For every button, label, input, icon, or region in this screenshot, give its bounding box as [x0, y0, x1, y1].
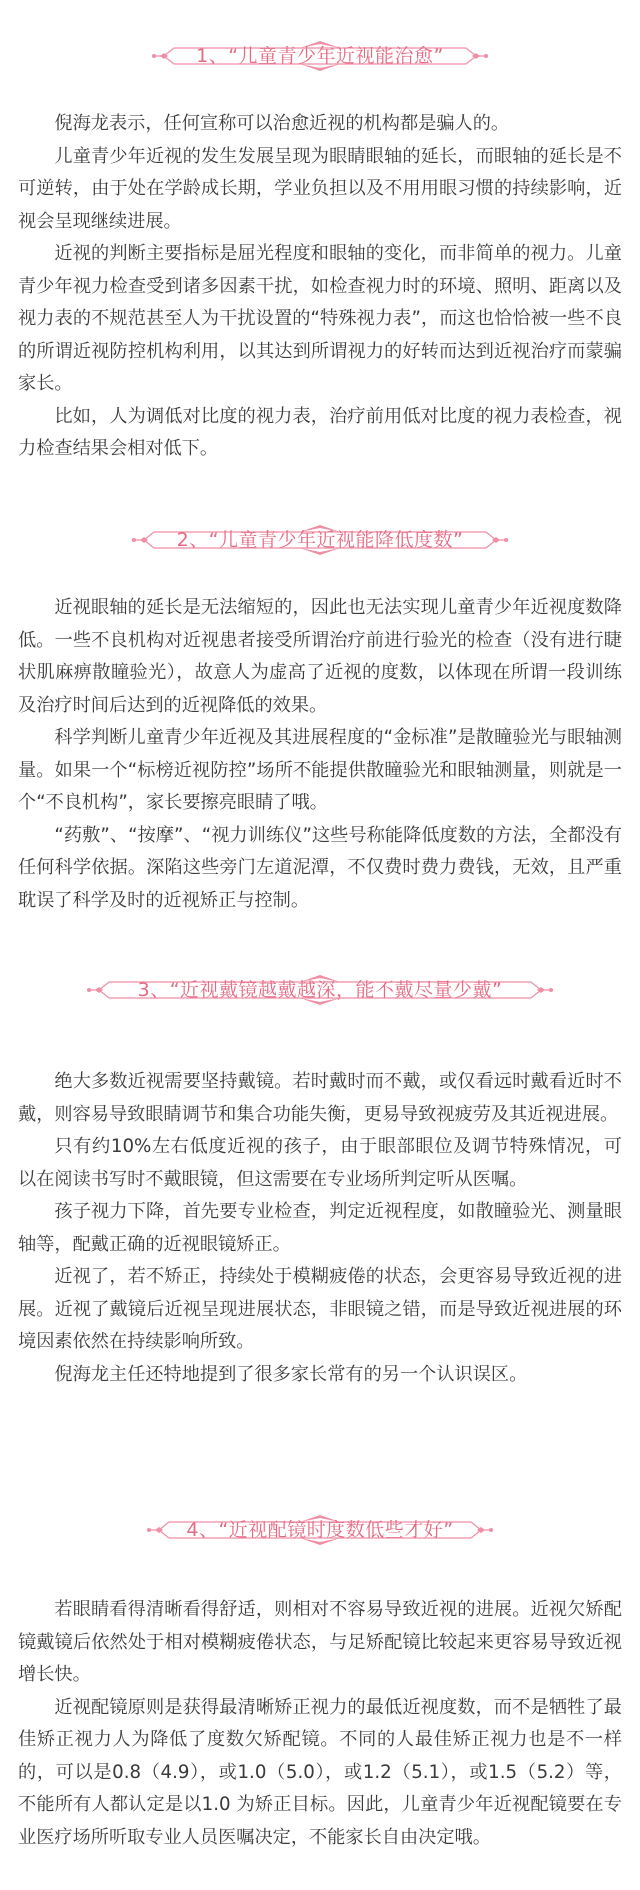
section-2-heading-banner	[130, 516, 510, 564]
section-1-title: 1、“儿童青少年近视能治愈”	[196, 45, 444, 67]
section-3	[0, 966, 640, 1385]
section-2	[0, 516, 640, 911]
paragraph: “药敷”、“按摩”、“视力训练仪”这些号称能降低度数的方法，全都没有任何科学依据。深陷这些旁门左道泥潭，不仅费时费力费钱，无效，且严重耽误了科学及时的近视矫正与控制。	[18, 824, 622, 911]
section-1-body	[18, 108, 622, 466]
paragraph: 若眼睛看得清晰看得舒适，则相对不容易导致近视的进展。近视欠矫配镜戴镜后依然处于相对模糊疲倦状态，与足矫配镜比较起来更容易导致近视增长快。	[18, 1599, 622, 1685]
section-3-title: 3、“近视戴镜越戴越深，能不戴尽量少戴”	[137, 979, 503, 1001]
paragraph: 近视眼轴的延长是无法缩短的，因此也无法实现儿童青少年近视度数降低。一些不良机构对近视患者接受所谓治疗前进行验光的检查（没有进行睫状肌麻痹散瞳验光），故意人为虚高了近视的度数，以体现在所谓一段训练及治疗时间后达到的近视降低的效果。	[18, 597, 622, 716]
paragraph: 倪海龙主任还特地提到了很多家长常有的另一个认识误区。	[54, 1363, 528, 1385]
paragraph: 倪海龙表示，任何宣称可以治愈近视的机构都是骗人的。	[54, 113, 510, 134]
section-3-body	[18, 1066, 622, 1391]
section-2-title: 2、“儿童青少年近视能降低度数”	[176, 529, 464, 551]
paragraph: 儿童青少年近视的发生发展呈现为眼睛眼轴的延长，而眼轴的延长是不可逆转，由于处在学龄成长期，学业负担以及不用用眼习惯的持续影响，近视会呈现继续进展。	[18, 145, 622, 232]
paragraph: 孩子视力下降，首先要专业检查，判定近视程度，如散瞳验光、测量眼轴等，配戴正确的近视眼镜矫正。	[18, 1201, 622, 1255]
section-1-heading-banner	[150, 32, 490, 80]
paragraph: 近视了，若不矫正，持续处于模糊疲倦的状态，会更容易导致近视的进展。近视了戴镜后近视呈现进展状态，非眼镜之错，而是导致近视进展的环境因素依然在持续影响所致。	[18, 1266, 622, 1352]
paragraph: 科学判断儿童青少年近视及其进展程度的“金标准”是散瞳验光与眼轴测量。如果一个“标榜近视防控”场所不能提供散瞳验光和眼轴测量，则就是一个“不良机构”，家长要擦亮眼睛了哦。	[18, 727, 622, 813]
paragraph: 比如，人为调低对比度的视力表，治疗前用低对比度的视力表检查，视力检查结果会相对低下。	[18, 405, 622, 459]
paragraph: 近视配镜原则是获得最清晰矫正视力的最低近视度数，而不是牺牲了最佳矫正视力人为降低了度数欠矫配镜。不同的人最佳矫正视力也是不一样的，可以是0.8（4.9），或1.0（5.0），或1.2（5.1），或1.5（5.2）等，不能所有人都认定是以1.0 为矫正目标。因此，儿童青少年近视配镜要在专业医疗场所听取专业人员医嘱决定，不能家长自由决定哦。	[18, 1696, 622, 1848]
section-4-title: 4、“近视配镜时度数低些才好”	[186, 1519, 454, 1541]
paragraph: 绝大多数近视需要坚持戴镜。若时戴时而不戴，或仅看远时戴看近时不戴，则容易导致眼睛调节和集合功能失衡，更易导致视疲劳及其近视进展。	[18, 1071, 622, 1125]
section-4	[0, 1506, 640, 1848]
paragraph: 近视的判断主要指标是屈光程度和眼轴的变化，而非简单的视力。儿童青少年视力检查受到诸多因素干扰，如检查视力时的环境、照明、距离以及视力表的不规范甚至人为干扰设置的“特殊视力表”，而这也恰恰被一些不良的所谓近视防控机构利用，以其达到所谓视力的好转而达到近视治疗而蒙骗家长。	[18, 243, 622, 394]
paragraph: 只有约10%左右低度近视的孩子，由于眼部眼位及调节特殊情况，可以在阅读书写时不戴眼镜，但这需要在专业场所判定听从医嘱。	[18, 1136, 622, 1190]
section-2-body	[18, 592, 622, 917]
section-4-body	[18, 1594, 622, 1854]
section-3-heading-banner	[85, 966, 555, 1014]
section-4-heading-banner	[145, 1506, 495, 1554]
section-1	[0, 32, 640, 459]
